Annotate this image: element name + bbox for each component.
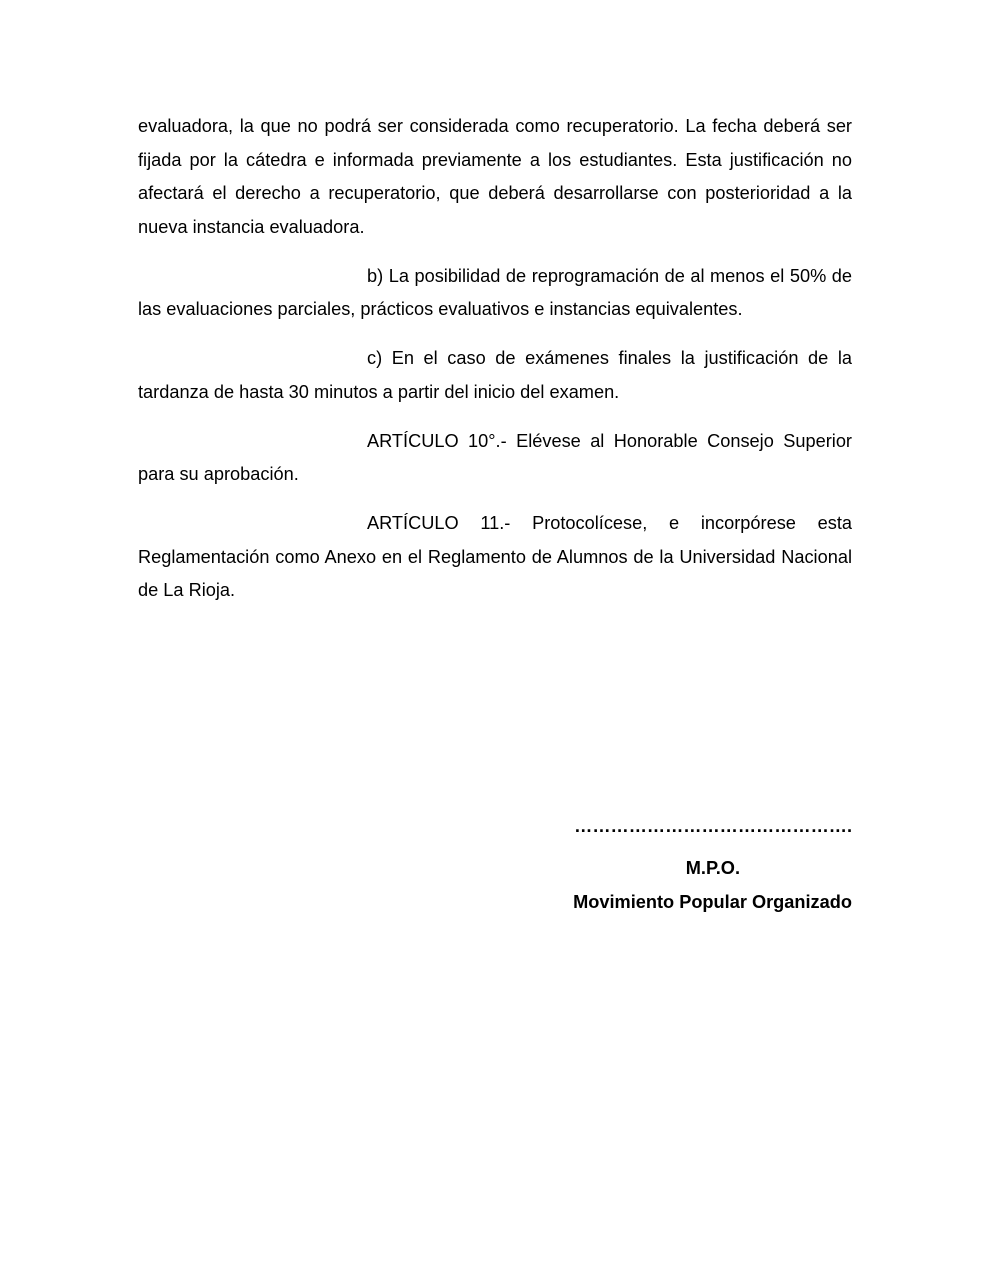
signature-organization-name: Movimiento Popular Organizado [573,892,852,912]
paragraph-item-b: b) La posibilidad de reprogramación de al menos el 50% de las evaluaciones parciales, prácticos evaluativos e instancias equivalentes. [138,265,852,319]
paragraph-item-c: c) En el caso de exámenes finales la justificación de la tardanza de hasta 30 minutos a partir del inicio del examen. [138,348,852,402]
paragraph-article-10: ARTÍCULO 10°.- Elévese al Honorable Consejo Superior para su aprobación. [138,430,852,484]
signature-initials: M.P.O. [685,858,740,878]
signature-line: ………………………………………. [574,816,852,836]
document-body [138,110,852,623]
signature-block [520,810,852,915]
paragraph-continuation: evaluadora, la que no podrá ser considerada como recuperatorio. La fecha deberá ser fijada por la cátedra e informada previamente a los estudiantes. Esta justificación no afectará el derecho a recuperatorio, que deberá desarrollarse con posterioridad a la nueva instancia evaluadora. [138,116,852,237]
paragraph-article-11: ARTÍCULO 11.- Protocolícese, e incorpórese esta Reglamentación como Anexo en el Reglamento de Alumnos de la Universidad Nacional de La Rioja. [138,513,852,600]
